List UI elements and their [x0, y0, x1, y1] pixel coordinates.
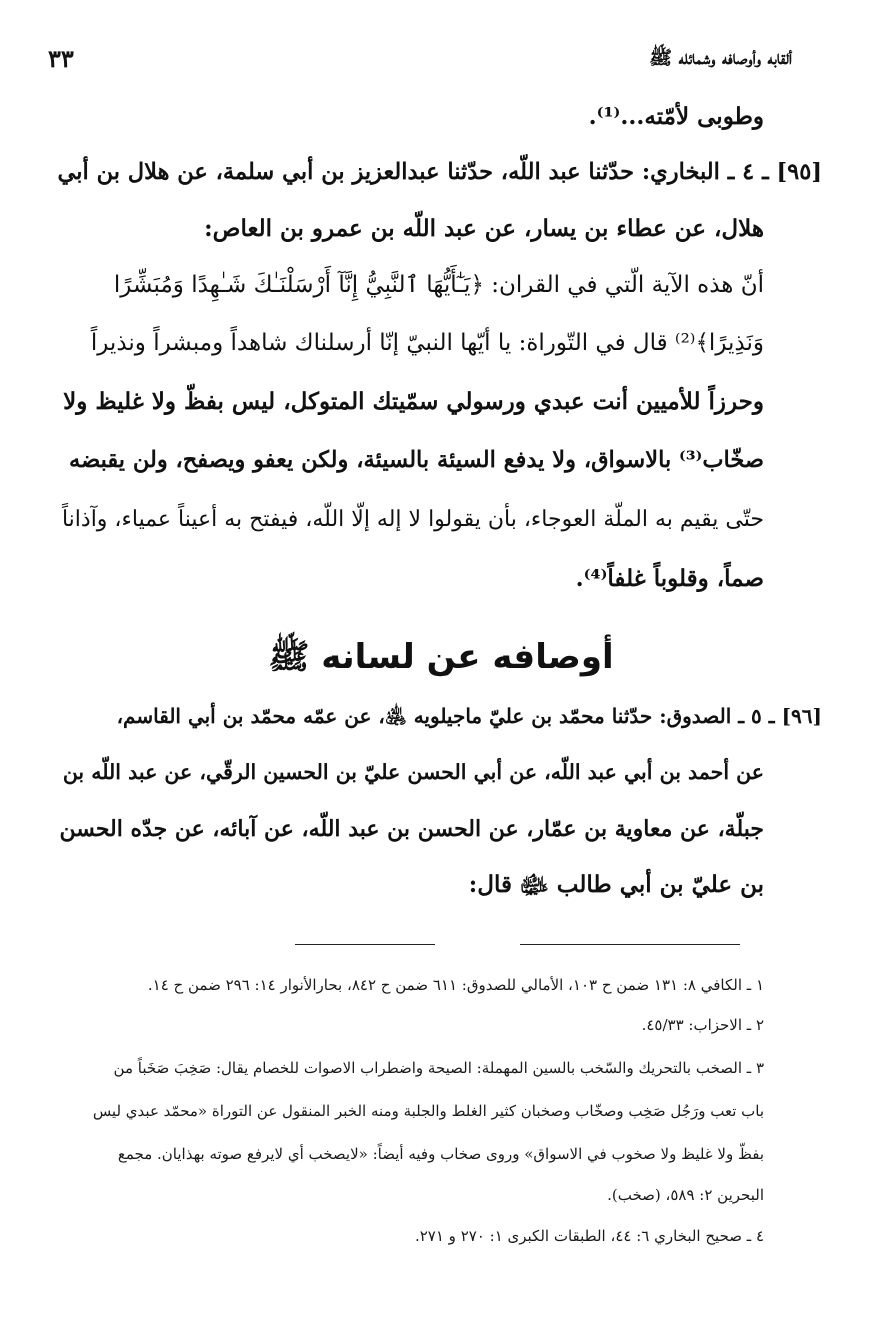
- footnote-3-line-3: بفظّ ولا غليظ ولا صخوب في الاسواق» وروى صخاب وفيه أيضاً: «لايصخب أي لايرفع صوته بهذايان. مجمع: [117, 1145, 764, 1163]
- body-line-8: حتّى يقيم به الملّة العوجاء، بأن يقولوا لا إله إلّا اللّه، فيفتح به أعيناً عمياء، وآذاناً: [61, 507, 764, 532]
- body-line-7: صخّاب⁽³⁾ بالاسواق، ولا يدفع السيئة بالسيئة، ولكن يعفو ويصفح، ولن يقبضه: [69, 447, 764, 473]
- hadith-96-opening: [٩٦] ـ ٥ ـ الصدوق: حدّثنا محمّد بن عليّ ماجيلويه ﵁، عن عمّه محمّد بن أبي القاسم،: [116, 704, 822, 728]
- footnote-3-line-4: البحرين ٢: ٥٨٩، (صخب).: [607, 1186, 764, 1204]
- footnote-3-line-2: باب تعب ورَجُل صَخِب وصخّاب وصخبان كثير الغلط والجلبة ومنه الخبر المنقول عن التوراة «محمّد عبدي ليس: [92, 1102, 764, 1120]
- hadith-95-opening: [٩٥] ـ ٤ ـ البخاري: حدّثنا عبد اللّه، حدّثنا عبدالعزيز بن أبي سلمة، عن هلال بن أبي: [57, 159, 822, 185]
- footnote-2: ٢ ـ الاحزاب: ٤٥/٣٣.: [641, 1016, 764, 1034]
- body-line-9: صماً، وقلوباً غلفاً⁽⁴⁾.: [575, 565, 764, 592]
- footnote-divider-left: [295, 944, 435, 945]
- body-line-3: هلال، عن عطاء بن يسار، عن عبد اللّه بن عمرو بن العاص:: [204, 215, 764, 242]
- page-number: ٣٣: [48, 44, 74, 73]
- hadith-96-line-3: جبلّة، عن معاوية بن عمّار، عن الحسن بن عبد اللّه، عن آبائه، عن جدّه الحسن: [59, 816, 764, 842]
- footnote-1: ١ ـ الكافي ٨: ١٣١ ضمن ح ١٠٣، الأمالي للصدوق: ٦١١ ضمن ح ٨٤٢، بحارالأنوار ١٤: ٢٩٦ ضمن ح ١٤.: [147, 976, 764, 994]
- body-line-1: وطوبى لأمّته...⁽¹⁾.: [588, 103, 764, 130]
- quran-verse-line: أنّ هذه الآية الّتي في القران: ﴿يَـٰٓأَيُّهَا ٱلنَّبِيُّ إِنَّآ أَرْسَلْنَـٰكَ شَـٰهِدًا وَمُبَشِّرًا: [113, 272, 764, 298]
- running-header: ألقابه وأوصافه وشمائله ﷺ: [649, 47, 792, 69]
- footnote-3-line-1: ٣ ـ الصخب بالتحريك والسّخب بالسين المهملة: الصيحة واضطراب الاصوات للخصام يقال: صَخِبَ صَخَباً من: [113, 1059, 764, 1077]
- hadith-96-line-2: عن أحمد بن أبي عبد اللّه، عن أبي الحسن عليّ بن الحسين الرقّي، عن عبد اللّه بن: [62, 760, 764, 784]
- section-heading: أوصافه عن لسانه ﷺ: [268, 637, 614, 677]
- hadith-96-line-4: بن عليّ بن أبي طالب ﵉ قال:: [468, 871, 764, 898]
- body-line-6: وحرزاً للأميين أنت عبدي ورسولي سمّيتك المتوكل، ليس بفظّ ولا غليظ ولا: [63, 388, 764, 415]
- body-line-5: وَنَذِيرًا﴾⁽²⁾ قال في التّوراة: يا أيّها النبيّ إنّا أرسلناك شاهداً ومبشراً ونذيراً: [90, 330, 764, 356]
- footnote-divider-right: [520, 944, 740, 945]
- footnote-4: ٤ ـ صحيح البخاري ٦: ٤٤، الطبقات الكبرى ١: ٢٧٠ و ٢٧١.: [414, 1227, 764, 1245]
